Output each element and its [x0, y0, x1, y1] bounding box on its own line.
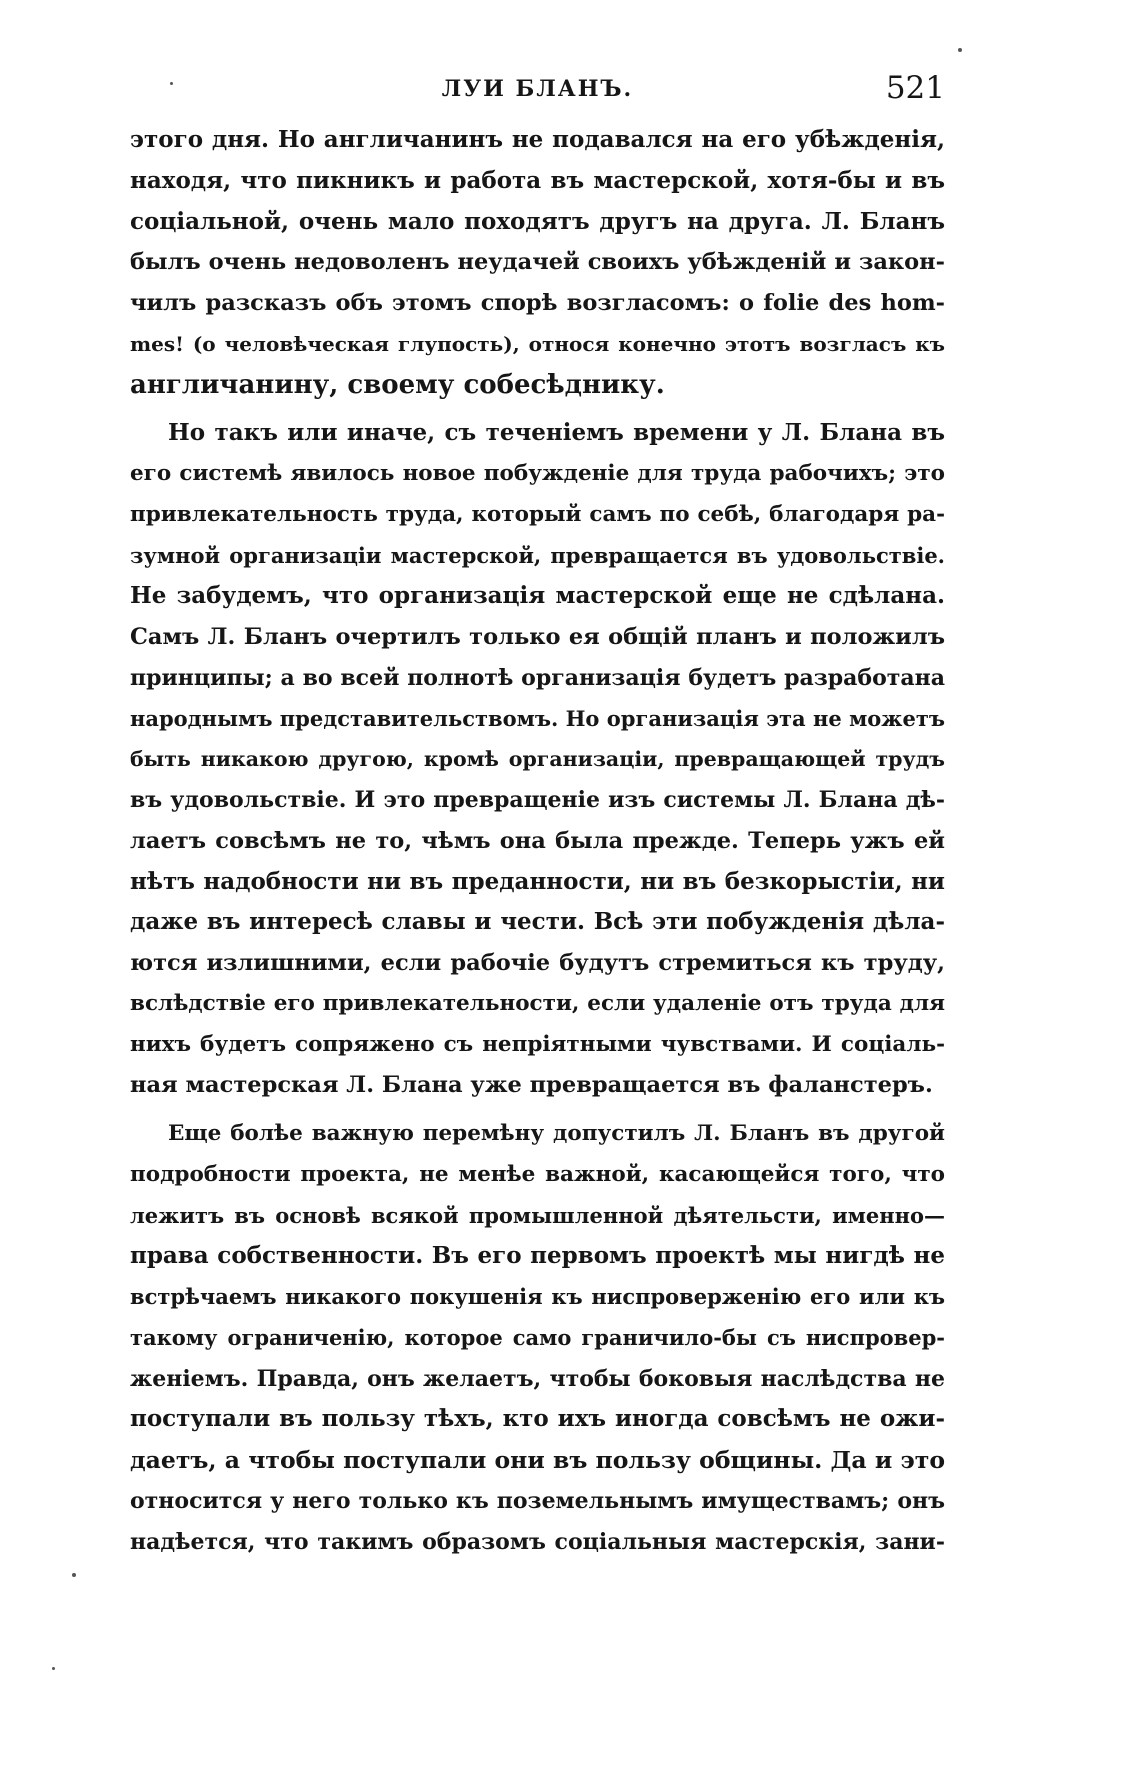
- paragraph: [130, 120, 945, 405]
- text-line: надѣется, что такимъ образомъ соціальныя мастерскія, зани-: [130, 1528, 945, 1555]
- running-title: ЛУИ БЛАНЪ.: [441, 76, 634, 102]
- text-line: принципы; а во всей полнотѣ организація будетъ разработана: [130, 664, 945, 691]
- text-line: права собственности. Въ его первомъ проектѣ мы нигдѣ не: [130, 1242, 945, 1270]
- text-line: ная мастерская Л. Блана уже превращается въ фаланстеръ.: [130, 1072, 933, 1099]
- text-line: чилъ разсказъ объ этомъ спорѣ возгласомъ: o folie des hom-: [130, 290, 945, 316]
- text-line: нихъ будетъ сопряжено съ непріятными чувствами. И соціаль-: [130, 1031, 945, 1057]
- paragraph-gap: [130, 1106, 945, 1114]
- paragraph: [130, 1114, 945, 1562]
- text-line: этого дня. Но англичанинъ не подавался на его убѣжденія,: [130, 126, 945, 153]
- text-line: встрѣчаемъ никакого покушенія къ ниспроверженію его или къ: [130, 1284, 945, 1309]
- text-line: народнымъ представительствомъ. Но организація эта не можетъ: [130, 705, 945, 731]
- text-line: Самъ Л. Бланъ очертилъ только ея общій планъ и положилъ: [130, 624, 945, 650]
- text-line: вслѣдствіе его привлекательности, если удаленіе отъ труда для: [130, 990, 945, 1016]
- text-line: Не забудемъ, что организація мастерской еще не сдѣлана.: [130, 582, 945, 610]
- text-line: привлекательность труда, который самъ по себѣ, благодаря ра-: [130, 501, 945, 527]
- text-line: быть никакою другою, кромѣ организаціи, превращающей трудъ: [130, 747, 945, 772]
- text-line: ются излишними, если рабочіе будутъ стремиться къ труду,: [130, 950, 945, 976]
- paragraph-gap: [130, 405, 945, 413]
- paragraph: [130, 413, 945, 1106]
- text-line: былъ очень недоволенъ неудачей своихъ убѣжденій и закон-: [130, 249, 945, 276]
- body-text: [130, 120, 945, 1562]
- page-number: 521: [885, 70, 945, 106]
- text-line: женіемъ. Правда, онъ желаетъ, чтобы боковыя наслѣдства не: [130, 1365, 945, 1392]
- text-line: лежитъ въ основѣ всякой промышленной дѣятельсти, именно—: [130, 1202, 945, 1228]
- text-line: зумной организаціи мастерской, превращается въ удовольствіе.: [130, 542, 945, 568]
- running-head: [130, 70, 945, 110]
- text-line: подробности проекта, не менѣе важной, касающейся того, что: [130, 1161, 945, 1187]
- text-line: нѣтъ надобности ни въ преданности, ни въ безкорыстіи, ни: [130, 867, 945, 895]
- text-line: mes! (о человѣческая глупость), относя конечно этотъ возгласъ къ: [130, 331, 945, 356]
- text-line: его системѣ явилось новое побужденіе для труда рабочихъ; это: [130, 461, 945, 486]
- text-line: относится у него только къ поземельнымъ имуществамъ; онъ: [130, 1487, 945, 1514]
- print-speck: [958, 48, 962, 52]
- text-line: даже въ интересѣ славы и чести. Всѣ эти побужденія дѣла-: [130, 908, 945, 936]
- print-speck: [72, 1573, 76, 1577]
- text-line: Но такъ или иначе, съ теченіемъ времени у Л. Блана въ: [168, 419, 945, 447]
- text-line: находя, что пикникъ и работа въ мастерской, хотя-бы и въ: [130, 166, 945, 194]
- text-line: лаетъ совсѣмъ не то, чѣмъ она была прежде. Теперь ужъ ей: [130, 827, 945, 854]
- text-line: даетъ, а чтобы поступали они въ пользу общины. Да и это: [130, 1446, 945, 1474]
- text-line: соціальной, очень мало походятъ другъ на друга. Л. Бланъ: [130, 207, 945, 235]
- text-line: англичанину, своему собесѣднику.: [130, 369, 665, 400]
- print-speck: [52, 1667, 55, 1670]
- text-line: Еще болѣе важную перемѣну допустилъ Л. Бланъ въ другой: [168, 1121, 945, 1146]
- text-line: поступали въ пользу тѣхъ, кто ихъ иногда совсѣмъ не ожи-: [130, 1405, 945, 1433]
- text-line: такому ограниченію, которое само граничило-бы съ ниспровер-: [130, 1324, 945, 1350]
- text-line: въ удовольствіе. И это превращеніе изъ системы Л. Блана дѣ-: [130, 787, 945, 813]
